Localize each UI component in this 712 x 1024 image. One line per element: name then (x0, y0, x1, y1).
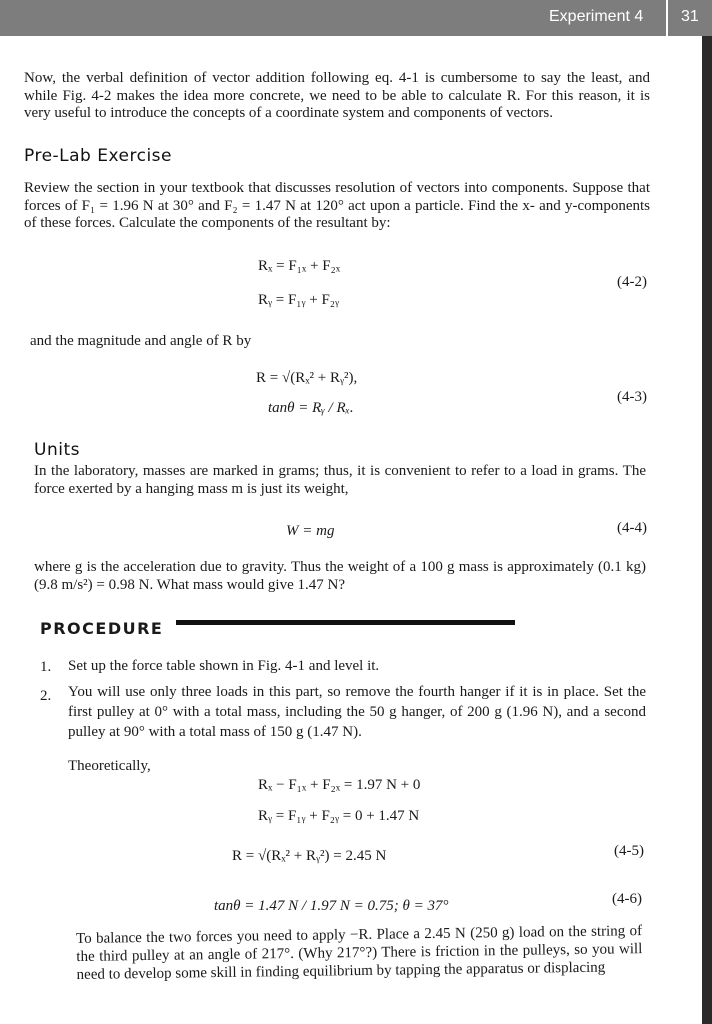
equation-r-magnitude: R = √(Rₓ² + Rᵧ²), (256, 370, 358, 386)
procedure-equation-r: R = √(Rₓ² + Rᵧ²) = 2.45 N (232, 848, 387, 864)
procedure-rule (176, 620, 515, 625)
page-edge-bar (702, 36, 712, 1024)
prelab-paragraph: Review the section in your textbook that discusses resolution of vectors into components. Suppose that forces of F₁ = 1.96 N at 30° and F₂ = 1.47 N at 120° act upon a particle. Find the x- and y-components of these forces. Calculate the components of the resultant by: (24, 180, 650, 231)
equation-number-4-5: (4-5) (614, 843, 644, 859)
page-header (0, 0, 712, 36)
experiment-label: Experiment 4 (549, 8, 644, 25)
procedure-equation-tan: tanθ = 1.47 N / 1.97 N = 0.75; θ = 37° (214, 898, 449, 914)
gravity-paragraph: where g is the acceleration due to gravity. Thus the weight of a 100 g mass is approximately (0.1 kg)(9.8 m/s²) = 0.98 N. What mass would give 1.47 N? (34, 559, 646, 593)
prelab-heading: Pre-Lab Exercise (24, 146, 172, 166)
equation-number-4-3: (4-3) (617, 389, 647, 405)
step-1-text: Set up the force table shown in Fig. 4-1 and level it. (68, 658, 380, 674)
procedure-equation-rx: Rₓ − F₁ₓ + F₂ₓ = 1.97 N + 0 (258, 777, 421, 793)
units-paragraph: In the laboratory, masses are marked in grams; thus, it is convenient to refer to a load in grams. The force exerted by a hanging mass m is just its weight, (34, 463, 646, 497)
closing-paragraph: To balance the two forces you need to apply −R. Place a 2.45 N (250 g) load on the string of the third pulley at an angle of 217°. (Why 217°?) There is friction in the pulleys, so you will need to develop some skill in finding equilibrium by tapping the apparatus or displacing (76, 923, 643, 983)
equation-number-4-6: (4-6) (612, 891, 642, 907)
magnitude-text: and the magnitude and angle of R by (30, 333, 252, 349)
equation-number-4-2: (4-2) (617, 274, 647, 290)
equation-rx: Rₓ = F₁ₓ + F₂ₓ (258, 258, 341, 274)
equation-number-4-4: (4-4) (617, 520, 647, 536)
header-divider (666, 0, 668, 36)
intro-paragraph: Now, the verbal definition of vector addition following eq. 4-1 is cumbersome to say the least, and while Fig. 4-2 makes the idea more concrete, we need to be able to calculate R. For this reason, it is very useful to introduce the concepts of a coordinate system and components of vectors. (24, 70, 650, 121)
units-heading: Units (34, 440, 80, 460)
step-1-number: 1. (40, 659, 52, 675)
equation-tan-theta: tanθ = Rᵧ / Rₓ. (268, 400, 354, 416)
theoretically-label: Theoretically, (68, 758, 151, 774)
procedure-equation-ry: Rᵧ = F₁ᵧ + F₂ᵧ = 0 + 1.47 N (258, 808, 420, 824)
step-2-number: 2. (40, 688, 52, 704)
step-2-text: You will use only three loads in this part, so remove the fourth hanger if it is in place. Set the first pulley at 0° with a total mass, including the 50 g hanger, of 200 g (1.96 N), and a second pulley at 90° with a total mass of 150 g (1.47 N). (68, 684, 646, 740)
procedure-heading: PROCEDURE (40, 619, 164, 638)
page-number: 31 (681, 8, 699, 25)
equation-weight: W = mg (286, 523, 335, 539)
equation-ry: Rᵧ = F₁ᵧ + F₂ᵧ (258, 292, 339, 308)
